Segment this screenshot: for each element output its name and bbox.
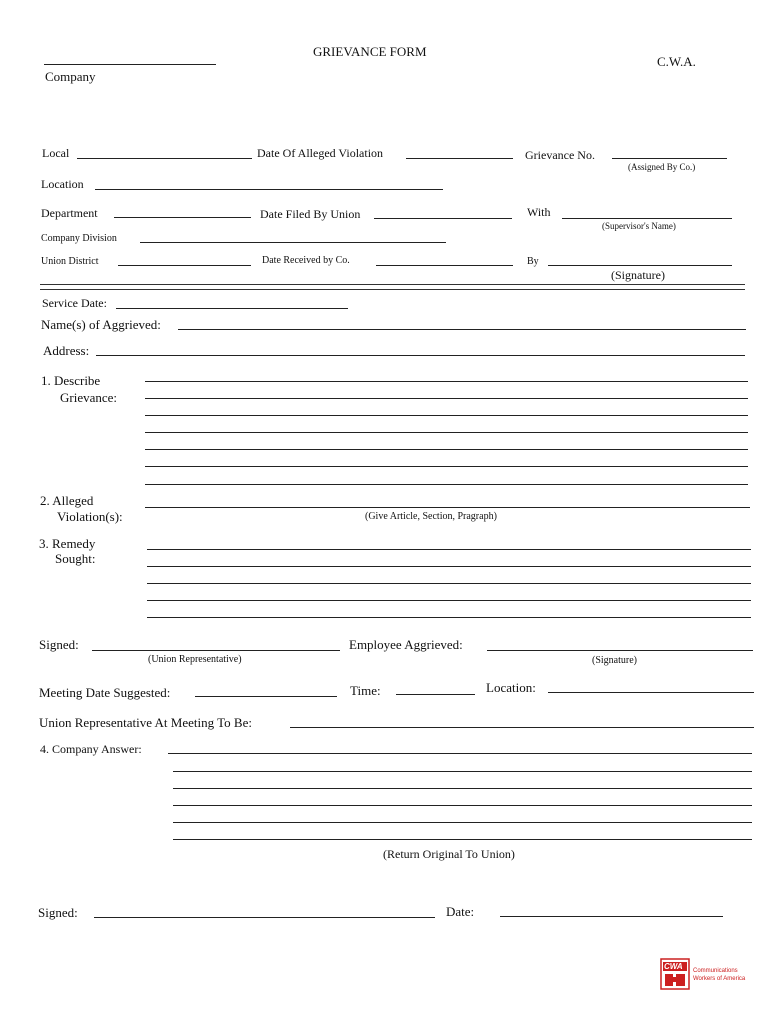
location-label: Location [41, 177, 84, 191]
local-field[interactable] [77, 158, 252, 159]
final-date-field[interactable] [500, 916, 723, 917]
location-field[interactable] [95, 189, 443, 190]
names-aggrieved-field[interactable] [178, 329, 746, 330]
address-label: Address: [43, 343, 90, 358]
cwa-logo [660, 958, 760, 992]
alleged-label: 2. Alleged [40, 493, 94, 508]
final-signed-label: Signed: [38, 905, 78, 920]
grievance-line[interactable] [145, 484, 748, 485]
meeting-location-field[interactable] [548, 692, 754, 693]
violation-field[interactable] [145, 507, 750, 508]
department-label: Department [41, 206, 98, 220]
separator-rule [40, 284, 745, 285]
org-label: C.W.A. [657, 54, 696, 69]
grievance-line[interactable] [145, 449, 748, 450]
company-division-field[interactable] [140, 242, 446, 243]
date-alleged-label: Date Of Alleged Violation [257, 146, 384, 160]
local-label: Local [42, 146, 70, 160]
return-note: (Return Original To Union) [383, 847, 515, 861]
final-signature-field[interactable] [94, 917, 435, 918]
company-name-line[interactable] [44, 64, 216, 65]
final-date-label: Date: [446, 904, 475, 919]
with-label: With [527, 205, 551, 219]
by-signature-field[interactable] [548, 265, 732, 266]
date-filed-field[interactable] [374, 218, 512, 219]
union-rep-meeting-label: Union Representative At Meeting To Be: [39, 715, 252, 730]
names-aggrieved-label: Name(s) of Aggrieved: [41, 317, 161, 332]
by-signature-note: (Signature) [611, 268, 665, 282]
company-answer-line[interactable] [173, 822, 752, 823]
supervisor-field[interactable] [562, 218, 732, 219]
employee-signature-field[interactable] [487, 650, 753, 651]
department-field[interactable] [114, 217, 251, 218]
meeting-date-field[interactable] [195, 696, 337, 697]
remedy-line[interactable] [147, 617, 751, 618]
union-district-field[interactable] [118, 265, 251, 266]
company-answer-line[interactable] [173, 771, 752, 772]
remedy-label-2: Sought: [55, 551, 96, 566]
grievance-no-label: Grievance No. [525, 148, 595, 162]
describe-label-2: Grievance: [60, 390, 118, 405]
date-received-label: Date Received by Co. [262, 255, 350, 266]
remedy-line[interactable] [147, 549, 751, 550]
employee-signature-note: (Signature) [592, 655, 637, 666]
grievance-no-field[interactable] [612, 158, 727, 159]
union-rep-signature-field[interactable] [92, 650, 340, 651]
grievance-line[interactable] [145, 432, 748, 433]
cwa-logo-line2: Workers of America [693, 976, 746, 982]
union-district-label: Union District [41, 256, 99, 267]
date-alleged-field[interactable] [406, 158, 513, 159]
address-field[interactable] [96, 355, 745, 356]
grievance-line[interactable] [145, 398, 748, 399]
company-answer-line[interactable] [168, 753, 752, 754]
company-division-label: Company Division [41, 233, 117, 244]
company-label: Company [45, 69, 96, 84]
cwa-logo-wordmark: CWA [664, 962, 683, 971]
employee-aggrieved-label: Employee Aggrieved: [349, 637, 463, 652]
cwa-logo-line1: Communications [693, 968, 738, 974]
meeting-location-label: Location: [486, 680, 536, 695]
company-answer-line[interactable] [173, 805, 752, 806]
separator-rule [40, 289, 745, 290]
company-answer-label: 4. Company Answer: [40, 742, 142, 756]
alleged-note: (Give Article, Section, Pragraph) [365, 511, 497, 522]
date-filed-label: Date Filed By Union [260, 207, 361, 221]
date-received-field[interactable] [376, 265, 513, 266]
grievance-line[interactable] [145, 466, 748, 467]
remedy-line[interactable] [147, 566, 751, 567]
grievance-line[interactable] [145, 381, 748, 382]
time-field[interactable] [396, 694, 475, 695]
assigned-note: (Assigned By Co.) [628, 162, 696, 172]
meeting-date-label: Meeting Date Suggested: [39, 685, 171, 700]
remedy-label: 3. Remedy [39, 536, 96, 551]
page-title: GRIEVANCE FORM [313, 44, 427, 59]
company-answer-line[interactable] [173, 788, 752, 789]
remedy-line[interactable] [147, 600, 751, 601]
union-rep-meeting-field[interactable] [290, 727, 754, 728]
supervisor-note: (Supervisor's Name) [602, 221, 676, 231]
remedy-line[interactable] [147, 583, 751, 584]
service-date-label: Service Date: [42, 296, 107, 310]
describe-label: 1. Describe [41, 373, 101, 388]
company-answer-line[interactable] [173, 839, 752, 840]
by-label: By [527, 256, 539, 267]
service-date-field[interactable] [116, 308, 348, 309]
signed-label: Signed: [39, 637, 79, 652]
alleged-label-2: Violation(s): [57, 509, 123, 524]
union-rep-note: (Union Representative) [148, 654, 242, 665]
time-label: Time: [350, 683, 381, 698]
grievance-line[interactable] [145, 415, 748, 416]
